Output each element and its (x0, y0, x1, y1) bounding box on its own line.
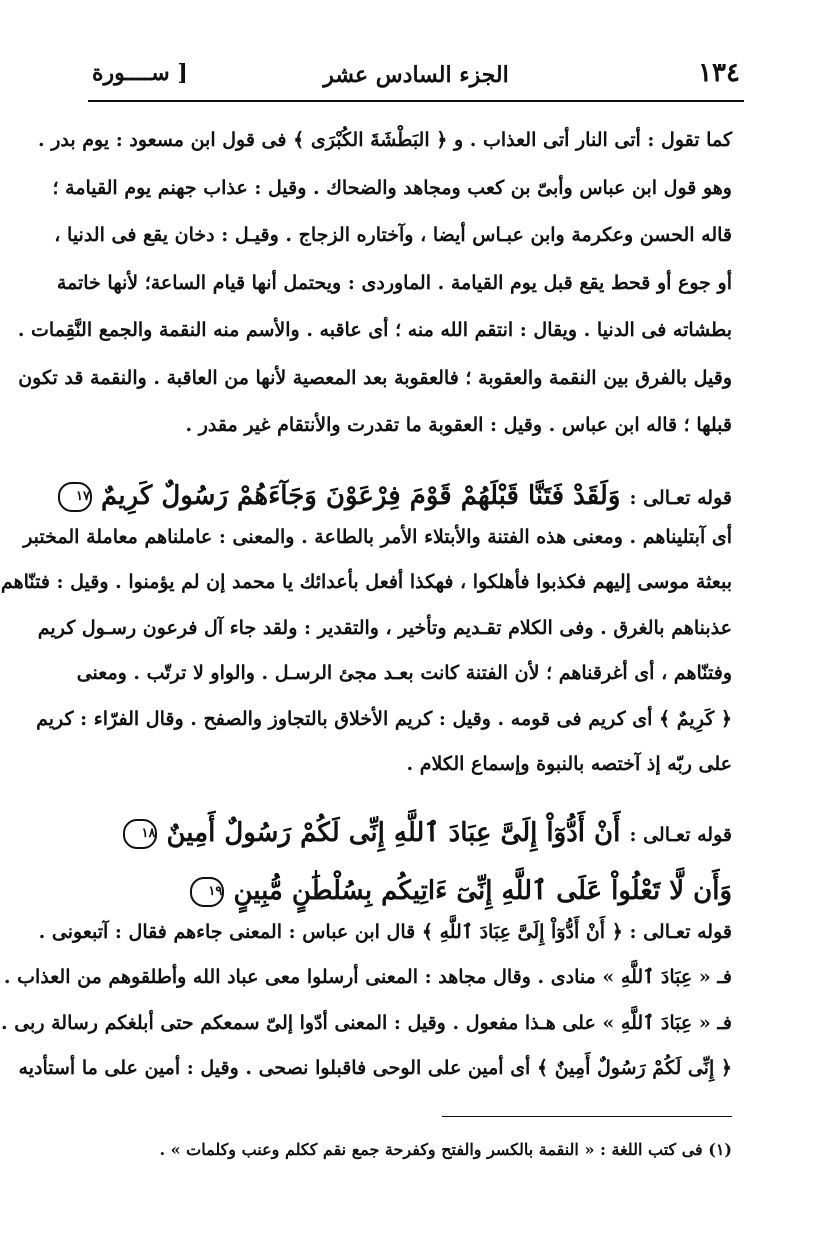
verse-intro: قوله تعـالى : (629, 486, 732, 509)
verse-number-badge: ١٩ (190, 877, 224, 907)
text-line: وفتنّاهم ، أى أغرقناهم ؛ لأن الفتنة كانت بعـد مجئ الرسـل . والواو لا ترتّب . ومعنى (76, 662, 732, 684)
text-line: عذبناهم بالغرق . وفى الكلام تقـديم وتأخير ، والتقدير : ولقد جاء آل فرعون رسـول كريم (37, 616, 732, 639)
verse-intro: قوله تعـالى : (629, 823, 732, 846)
text-line: فـ « عِبَادَ ٱللَّهِ » منادى . وقال مجاهد : المعنى أرسلوا معى عباد الله وأطلقوهم من العذاب . (3, 966, 732, 988)
text-line: ﴿ إِنِّى لَكُمْ رَسُولٌ أَمِينٌ ﴾ أى أمين على الوحى فاقبلوا نصحى . وقيل : أمين على ما أستأديه (18, 1057, 732, 1079)
text-line: أو جوع أو قحط يقع قبل يوم القيامة . الماوردى : ويحتمل أنها قيام الساعة؛ لأنها خاتمة (56, 271, 732, 294)
text-line: قاله الحسن وعكرمة وابن عبـاس أيضا ، وآختاره الزجاج . وقيـل : دخان يقع فى الدنيا ، (54, 224, 732, 246)
text-line: كما تقول : أتى النار أتى العذاب . و ﴿ البَطْشَةَ الكُبْرَى ﴾ فى قول ابن مسعود : يوم بدر . (38, 129, 732, 151)
part-title: الجزء السادس عشر (323, 62, 509, 88)
text-line: قوله تعـالى : ﴿ أَنْ أَدُّوٓاْ إِلَىَّ عِبَادَ ٱللَّهِ ﴾ قال ابن عباس : المعنى جاءهم فقال : آتبعونى . (38, 920, 732, 943)
page-header (92, 58, 740, 94)
paragraph (17, 128, 732, 461)
text-line: ببعثة موسى إليهم فكذبوا فأهلكوا ، فهكذا أفعل بأعدائك يا محمد إن لم يؤمنوا . وقيل : فتنّاهم (0, 571, 732, 593)
verse-number-badge: ١٨ (123, 819, 157, 849)
footnote-rule (442, 1116, 732, 1117)
quran-verse (76, 467, 732, 525)
verse-text: وَلَقَدْ فَتَنَّا قَبْلَهُمْ قَوْمَ فِرْعَوْنَ وَجَآءَهُمْ رَسُولٌ كَرِيمٌ (101, 480, 621, 511)
sura-label: [ ســــورة (92, 60, 188, 86)
verse-number-badge: ١٧ (58, 482, 92, 512)
text-line: وقيل بالفرق بين النقمة والعقوبة ؛ فالعقوبة بعد المعصية لأنها من العاقبة . والنقمة قد تكون (18, 366, 732, 389)
text-line: قبلها ؛ قاله ابن عباس . وقيل : العقوبة ما تقدرت والأنتقام غير مقدر . (185, 414, 732, 436)
verse-text: وَأَن لَّا تَعْلُواْ عَلَى ٱللَّهِ إِنِّىٓ ءَاتِيكُم بِسُلْطَٰنٍ مُّبِينٍ (233, 875, 732, 906)
paragraph (0, 920, 732, 1102)
text-line: أى آبتليناهم . ومعنى هذه الفتنة والأبتلاء الأمر بالطاعة . والمعنى : عاملناهم معاملة المختبر (23, 525, 732, 548)
quran-verse (100, 862, 732, 920)
verse-text: أَنْ أَدُّوٓاْ إِلَىَّ عِبَادَ ٱللَّهِ إِنِّى لَكُمْ رَسُولٌ أَمِينٌ (166, 817, 621, 848)
main-text (0, 128, 732, 1102)
text-line: بطشاته فى الدنيا . ويقال : انتقم الله منه ؛ أى عاقبه . والأسم منه النقمة والجمع النَّقِمات . (17, 319, 732, 341)
text-line: وهو قول ابن عباس وأبىّ بن كعب ومجاهد والضحاك . وقيل : عذاب جهنم يوم القيامة ؛ (52, 176, 732, 199)
text-line: ﴿ كَرِيمٌ ﴾ أى كريم فى قومه . وقيل : كريم الأخلاق بالتجاوز والصفح . وقال الفرّاء : كريم (36, 707, 732, 730)
footnote: (١) فى كتب اللغة : « النقمة بالكسر والفتح وكفرحة جمع نقم ككلم وعنب وكلمات » . (159, 1140, 732, 1159)
page-number: ١٣٤ (698, 58, 740, 88)
quran-verse (100, 804, 732, 862)
text-line: فـ « عِبَادَ ٱللَّهِ » على هـذا مفعول . وقيل : المعنى أدّوا إلىّ سمعكم حتى أبلغكم رسالة ربى . (0, 1011, 732, 1034)
text-line: على ربّه إذ آختصه بالنبوة وإسماع الكلام . (406, 753, 732, 775)
paragraph (0, 525, 732, 798)
header-rule (88, 100, 744, 102)
